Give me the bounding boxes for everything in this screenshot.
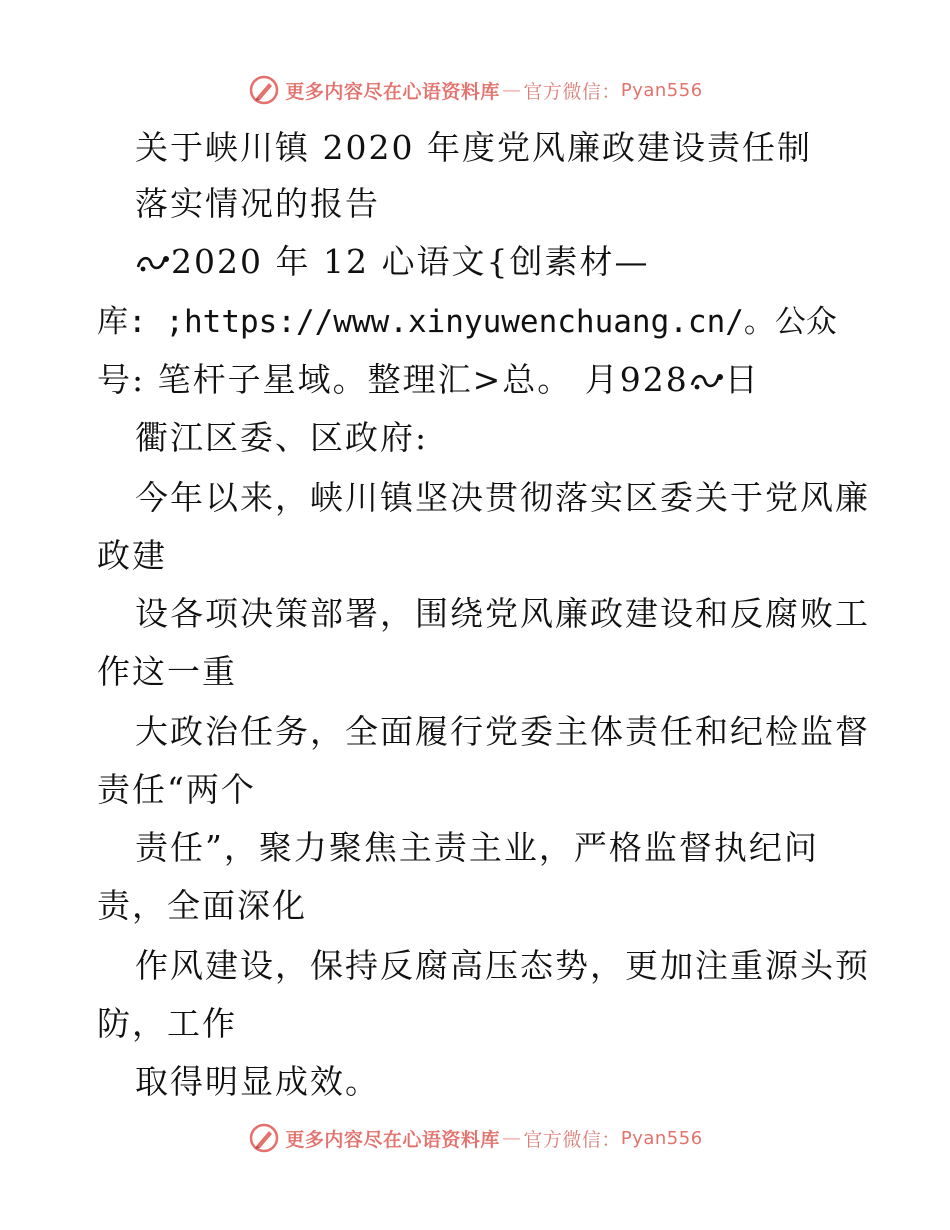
title-line-1: 关于峡川镇 2020 年度党风廉政建设责任制 (135, 128, 812, 167)
date-line-c-text: 号: 笔杆子星域。整理汇>总。 月928 (97, 360, 689, 399)
body-line: 责任“两个 (97, 770, 256, 809)
body-line: 政建 (97, 536, 167, 575)
addressee: 衢江区委、区政府: (135, 418, 429, 457)
body-line: 设各项决策部署，围绕党风廉政建设和反腐败工 (135, 594, 870, 633)
body-line: 防，工作 (97, 1004, 237, 1043)
date-line-c-tail: 日 (724, 360, 760, 399)
date-line-c (97, 360, 760, 400)
banner-wechat-id: Pyan556 (620, 79, 703, 101)
body-line: 大政治任务，全面履行党委主体责任和纪检监督 (135, 712, 870, 751)
date-line-a (135, 242, 649, 282)
pen-logo-icon (247, 1121, 281, 1155)
body-line: 作风建设，保持反腐高压态势，更加注重源头预 (135, 946, 870, 985)
footer-banner (0, 1118, 950, 1158)
title-line-2: 落实情况的报告 (135, 184, 380, 223)
pen-logo-icon (247, 73, 281, 107)
banner-wechat-id: Pyan556 (620, 1127, 703, 1149)
body-line: 取得明显成效。 (135, 1062, 380, 1101)
body-line: 责任”，聚力聚焦主责主业，严格监督执纪问 (135, 828, 819, 867)
banner-dash: — (501, 1127, 522, 1149)
ornament-icon (135, 252, 171, 274)
banner-wechat-label: 官方微信： (523, 1128, 621, 1151)
banner-main-text: 更多内容尽在心语资料库 (285, 80, 500, 103)
header-banner (0, 70, 950, 110)
date-line-b: 库: ;https://www.xinyuwenchuang.cn/。公众 (97, 304, 837, 340)
banner-wechat-label: 官方微信： (523, 80, 621, 103)
banner-dash: — (501, 79, 522, 101)
ornament-icon (689, 370, 725, 392)
body-line: 作这一重 (97, 652, 237, 691)
body-line: 今年以来，峡川镇坚决贯彻落实区委关于党风廉 (135, 478, 870, 517)
body-line: 责，全面深化 (97, 886, 307, 925)
banner-main-text: 更多内容尽在心语资料库 (285, 1128, 500, 1151)
date-line-a-text: 2020 年 12 心语文{创素材— (171, 242, 650, 281)
